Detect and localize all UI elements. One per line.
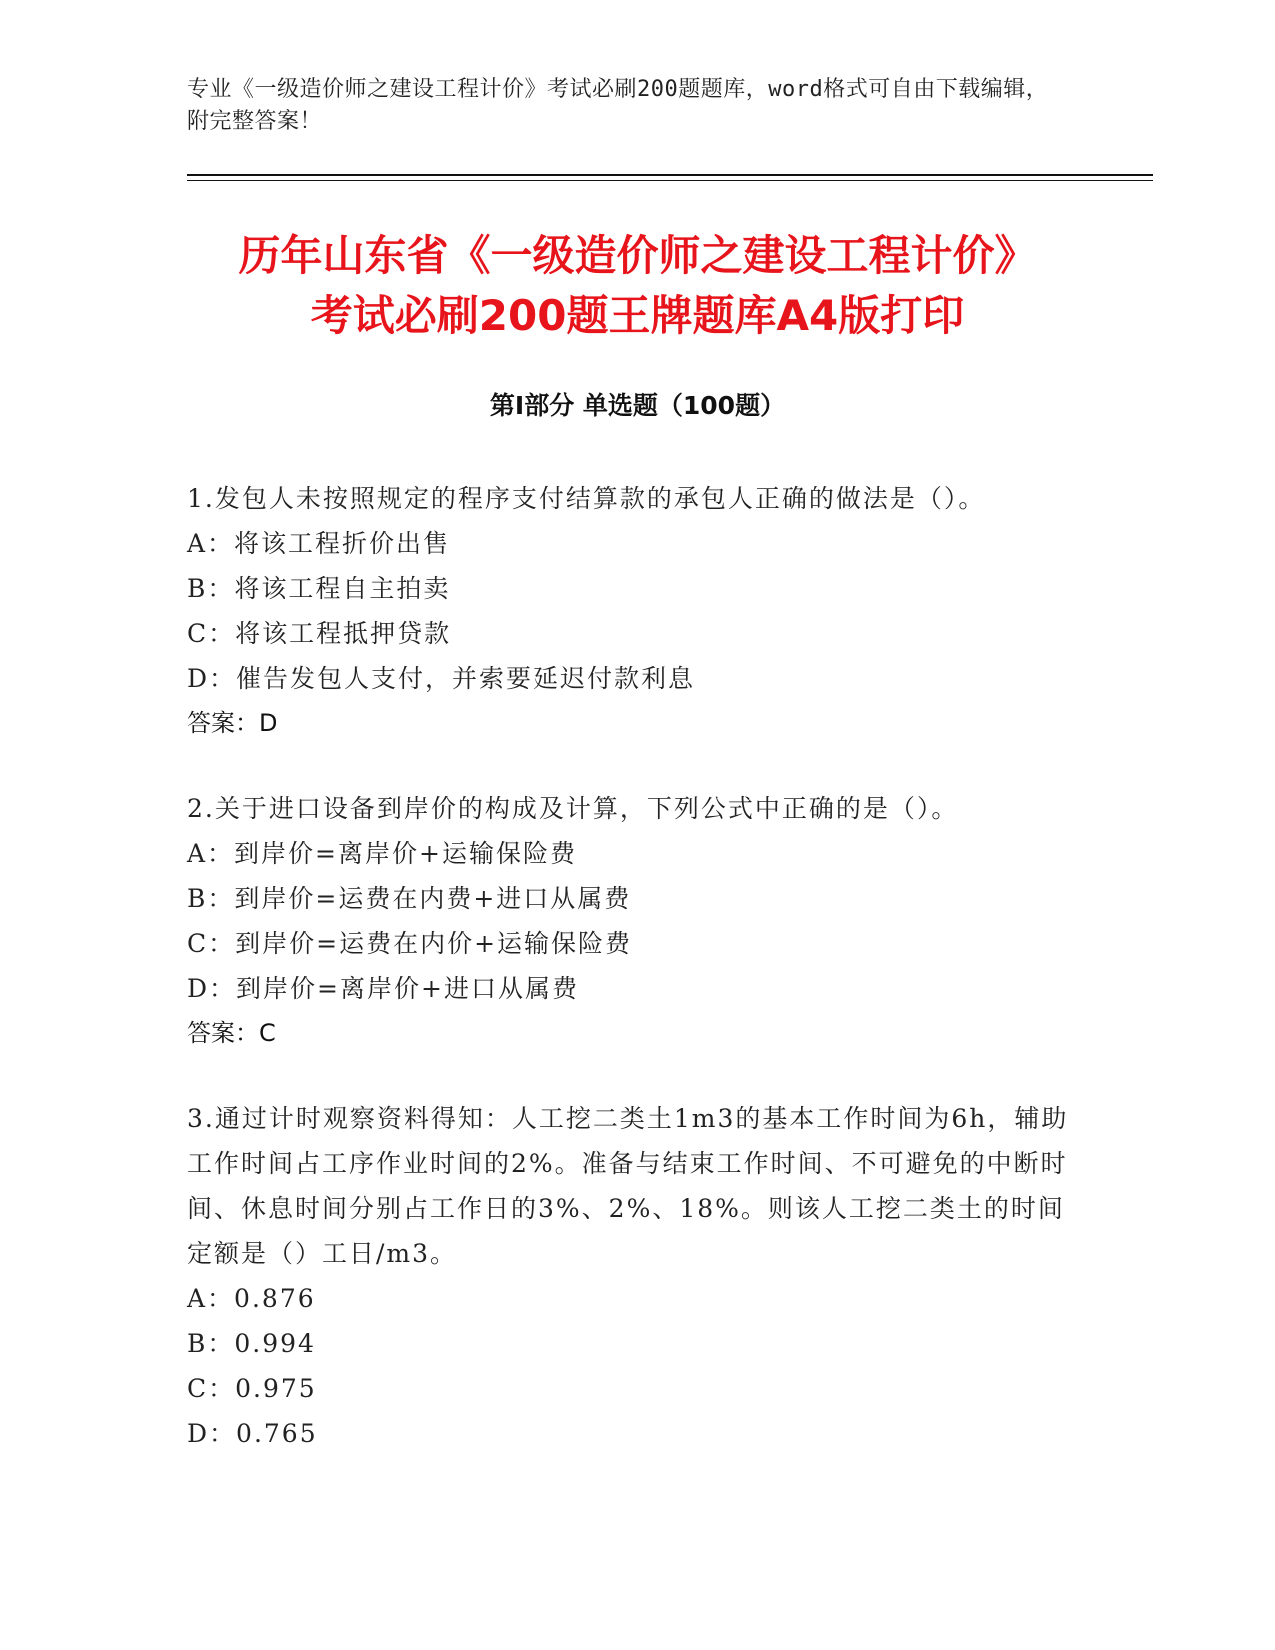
question-3 [187, 1096, 1087, 1456]
option-a: A：0.876 [187, 1284, 316, 1313]
question-text: 2.关于进口设备到岸价的构成及计算，下列公式中正确的是（）。 [187, 794, 959, 823]
question-1 [187, 476, 1087, 746]
question-2 [187, 786, 1087, 1056]
option-b: B：到岸价=运费在内费+进口从属费 [187, 884, 632, 913]
option-d: D：到岸价=离岸价+进口从属费 [187, 974, 579, 1003]
header-note: 专业《一级造价师之建设工程计价》考试必刷200题题库，word格式可自由下载编辑，附完整答案！ [187, 77, 1049, 134]
question-text: 3.通过计时观察资料得知：人工挖二类土1m3的基本工作时间为6h，辅助工作时间占工序作业时间的2%。准备与结束工作时间、不可避免的中断时间、休息时间分别占工作日的3%、2%、18%。则该人工挖二类土的时间定额是（）工日/m3。 [187, 1104, 1069, 1268]
option-c: C：将该工程抵押贷款 [187, 619, 452, 648]
section-heading: 第Ⅰ部分 单选题（100题） [489, 391, 786, 420]
option-a: A：到岸价=离岸价+运输保险费 [187, 839, 577, 868]
answer-label: 答案：D [187, 709, 278, 737]
header-divider-thin [187, 180, 1153, 181]
document-title-line-1: 历年山东省《一级造价师之建设工程计价》 [238, 231, 1037, 280]
option-b: B：0.994 [187, 1329, 316, 1358]
option-b: B：将该工程自主拍卖 [187, 574, 451, 603]
header-divider-thick [187, 174, 1153, 176]
answer-label: 答案：C [187, 1019, 276, 1047]
option-c: C：到岸价=运费在内价+运输保险费 [187, 929, 633, 958]
question-text: 1.发包人未按照规定的程序支付结算款的承包人正确的做法是（）。 [187, 484, 986, 513]
option-d: D：催告发包人支付，并索要延迟付款利息 [187, 664, 696, 693]
document-title [150, 226, 1125, 346]
option-a: A：将该工程折价出售 [187, 529, 451, 558]
option-d: D：0.765 [187, 1419, 318, 1448]
question-list [187, 476, 1087, 1496]
document-title-line-2: 考试必刷200题王牌题库A4版打印 [310, 291, 965, 340]
option-c: C：0.975 [187, 1374, 317, 1403]
